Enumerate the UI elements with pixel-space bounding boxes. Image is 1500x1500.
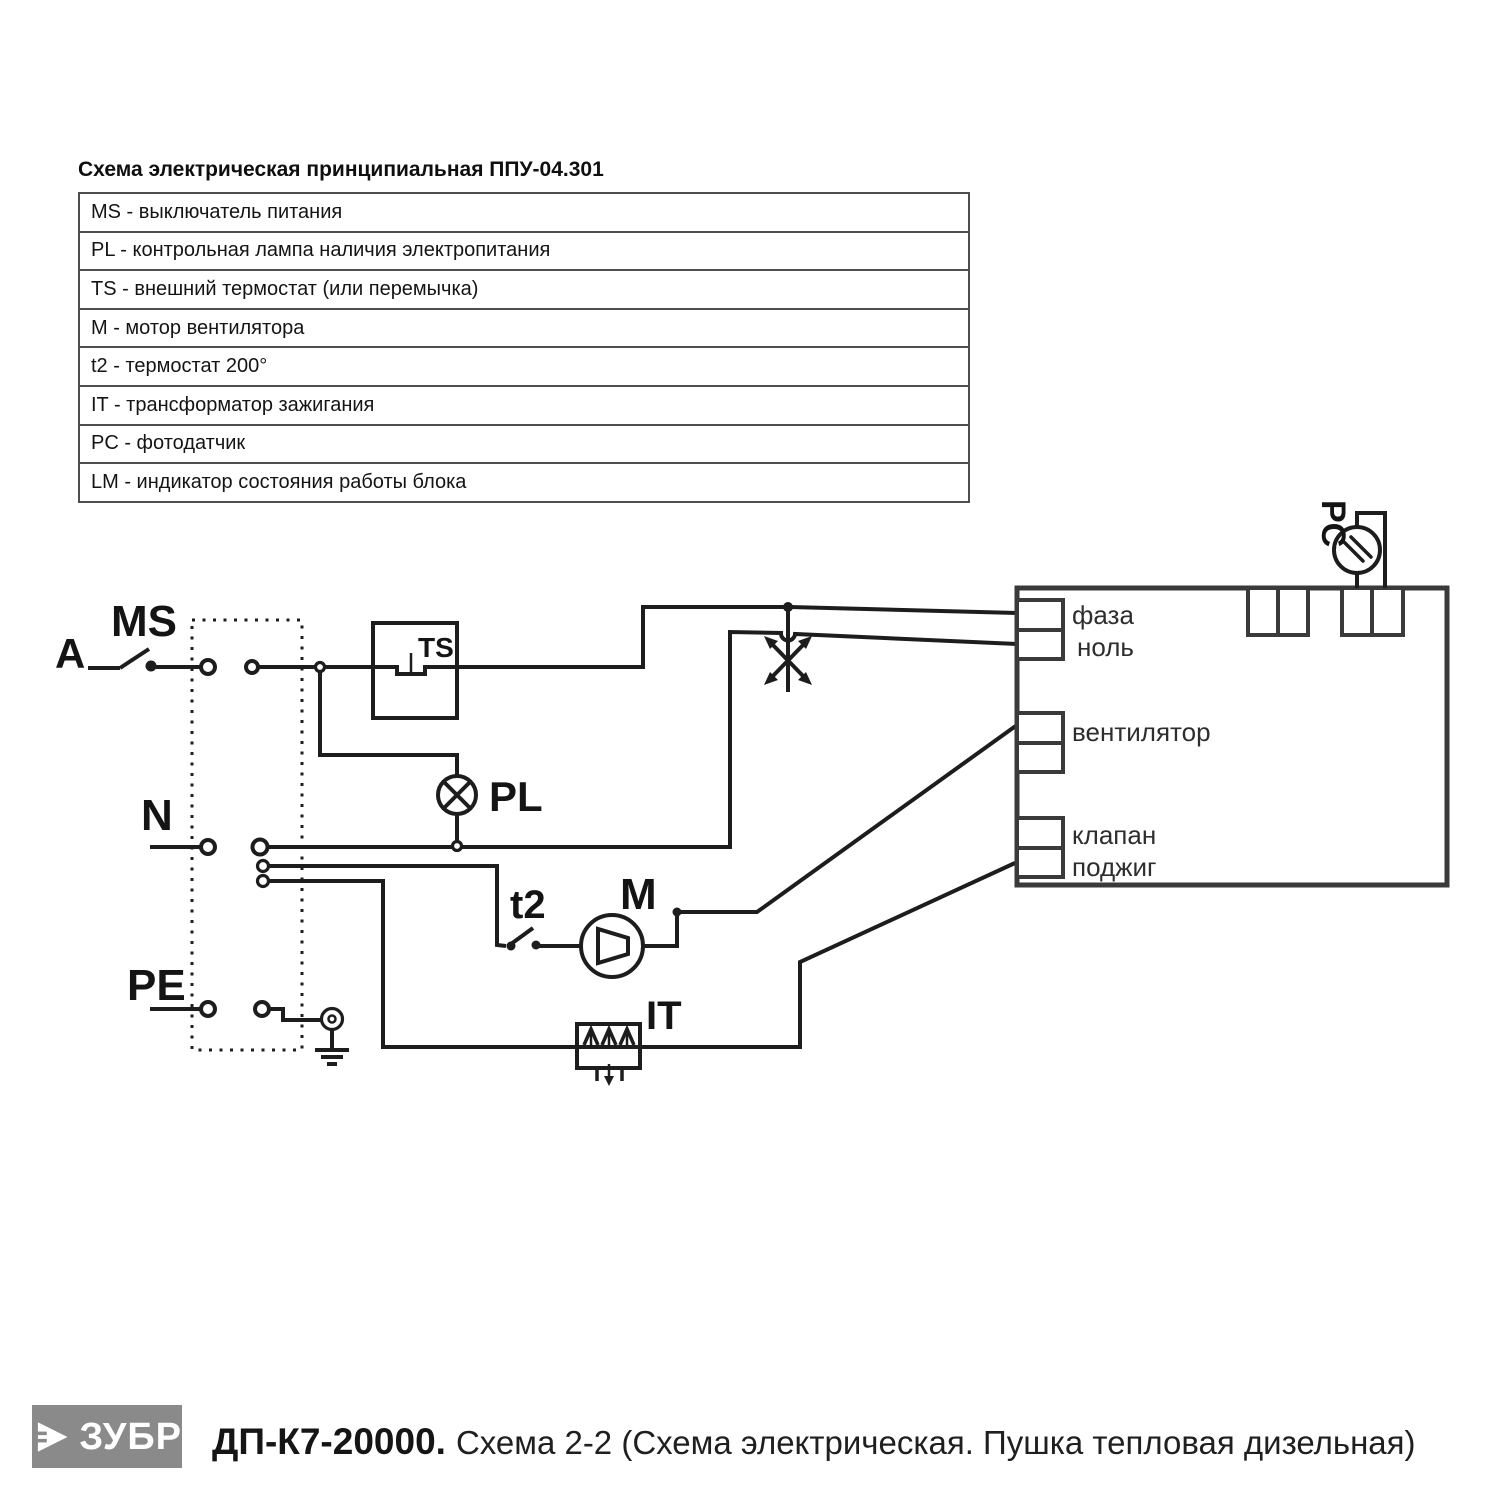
label-phase: фаза [1072, 600, 1134, 630]
top-terminal [1342, 588, 1372, 635]
label-t2: t2 [510, 883, 546, 927]
label-fan: вентилятор [1072, 717, 1211, 747]
wire-phase-to-unit [324, 607, 786, 674]
legend-row-ts: TS - внешний термостат (или перемычка) [80, 271, 968, 310]
label-pl: PL [489, 773, 543, 820]
junction-ring [453, 842, 462, 851]
control-unit [1017, 588, 1447, 885]
ground-symbol [315, 1050, 349, 1064]
terminal-fan-2 [1017, 743, 1063, 772]
connector-block-dashed [192, 620, 302, 1050]
page-title: Схема электрическая принципиальная ППУ-04.301 [78, 158, 604, 181]
legend-row-t2: t2 - термостат 200° [80, 348, 968, 387]
legend-row-m: M - мотор вентилятора [80, 310, 968, 349]
legend-row-it: IT - трансформатор зажигания [80, 387, 968, 426]
terminal-valve [1017, 818, 1063, 848]
label-a: A [55, 630, 86, 677]
terminal-circle [258, 876, 269, 887]
bolt-terminal [322, 1009, 343, 1030]
legend-row-lm: LM - индикатор состояния работы блока [91, 470, 467, 493]
legend-row-pl: PL - контрольная лампа наличия электропитания [80, 233, 968, 272]
wire-to-phase-terminal [790, 607, 1018, 613]
label-ignition: поджиг [1072, 852, 1157, 882]
pc-photosensor [1314, 500, 1385, 588]
terminal-neutral [1017, 630, 1063, 659]
footer-caption [212, 1421, 1416, 1463]
label-it: IT [646, 994, 682, 1038]
top-terminal [1372, 588, 1403, 635]
zubr-logo [32, 1405, 182, 1468]
label-ms: MS [111, 597, 177, 646]
pl-lamp [320, 671, 476, 843]
svg-text:TS: TS [418, 632, 454, 663]
terminal-circle [201, 660, 215, 674]
terminal-circle [201, 840, 215, 854]
terminal-circle [253, 840, 268, 855]
legend-row-ms: MS - выключатель питания [80, 194, 968, 233]
legend-row-pc: PC - фотодатчик [80, 426, 968, 465]
label-n: N [141, 791, 173, 840]
terminal-fan-1 [1017, 713, 1063, 743]
terminal-phase [1017, 600, 1063, 630]
pe-ground [150, 1002, 349, 1064]
model-number: ДП-К7-20000. [212, 1421, 446, 1462]
ts-thermostat [373, 623, 457, 718]
top-terminal [1278, 588, 1308, 635]
label-neutral: ноль [1077, 632, 1134, 662]
m-motor [581, 725, 1017, 977]
terminal-circle [246, 661, 258, 673]
zubr-logo-icon [32, 1415, 75, 1459]
junction-ring [316, 663, 325, 672]
x-connector-symbol [764, 611, 812, 692]
ms-switch [88, 649, 201, 672]
scheme-caption: Схема 2-2 (Схема электрическая. Пушка тепловая дизельная) [455, 1424, 1416, 1461]
label-pc: PC [1314, 500, 1352, 548]
label-m: M [620, 870, 657, 919]
top-terminal [1248, 588, 1278, 635]
label-valve: клапан [1072, 820, 1157, 850]
brand-name: ЗУБР [79, 1415, 182, 1458]
terminal-ignition [1017, 848, 1063, 877]
label-pe: PE [127, 961, 186, 1010]
terminal-circle [258, 861, 269, 872]
